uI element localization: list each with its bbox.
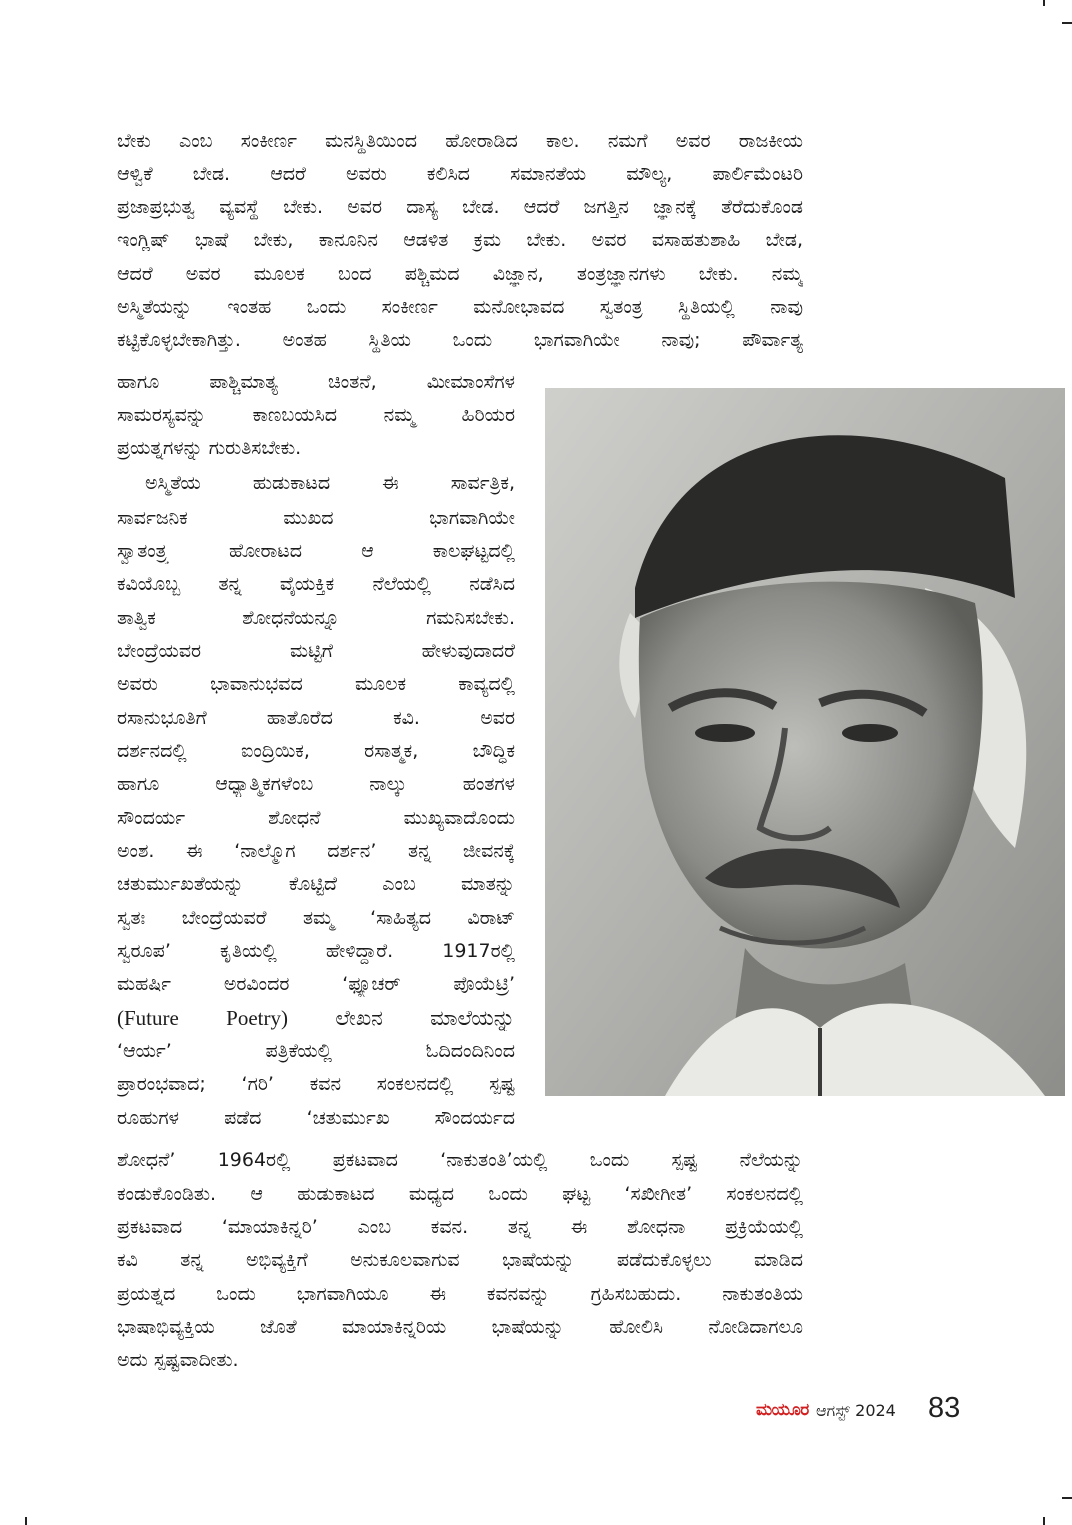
body-line: (Future Poetry) ಲೇಖನ ಮಾಲೆಯನ್ನು: [117, 1006, 515, 1030]
portrait-illustration: [545, 388, 1065, 1096]
body-line: ಹಾಗೂ ಪಾಶ್ಚಿಮಾತ್ಯ ಚಿಂತನೆ, ಮೀಮಾಂಸೆಗಳ: [117, 371, 515, 393]
body-line: ಸ್ವರೂಪ’ ಕೃತಿಯಲ್ಲಿ ಹೇಳಿದ್ದಾರೆ. 1917ರಲ್ಲಿ: [117, 940, 515, 962]
crop-mark: [1062, 1497, 1072, 1499]
body-line: ಶೋಧನೆ’ 1964ರಲ್ಲಿ ಪ್ರಕಟವಾದ ‘ನಾಕುತಂತಿ’ಯಲ್ಲಿ ಒಂದು ಸ್ಪಷ್ಟ ನೆಲೆಯನ್ನು: [117, 1149, 803, 1171]
body-line: ಮಹರ್ಷಿ ಅರವಿಂದರ ‘ಫ್ಯೂಚರ್ ಪೊಯೆಟ್ರಿ’: [117, 973, 515, 995]
body-line: ಪ್ರಾರಂಭವಾದ; ‘ಗರಿ’ ಕವನ ಸಂಕಲನದಲ್ಲಿ ಸ್ಪಷ್ಟ: [117, 1073, 515, 1095]
body-line: ಅಸ್ಮಿತೆಯನ್ನು ಇಂತಹ ಒಂದು ಸಂಕೀರ್ಣ ಮನೋಭಾವದ ಸ್ವತಂತ್ರ ಸ್ಥಿತಿಯಲ್ಲಿ ನಾವು: [117, 296, 803, 318]
body-line: ಸಾಮರಸ್ಯವನ್ನು ಕಾಣಬಯಸಿದ ನಮ್ಮ ಹಿರಿಯರ: [117, 404, 515, 426]
body-line: ಹಾಗೂ ಆಧ್ಯಾತ್ಮಿಕಗಳೆಂಬ ನಾಲ್ಕು ಹಂತಗಳ: [117, 773, 515, 795]
body-line: ತಾತ್ವಿಕ ಶೋಧನೆಯನ್ನೂ ಗಮನಿಸಬೇಕು.: [117, 607, 515, 629]
body-line: ಕವಿಯೊಬ್ಬ ತನ್ನ ವೈಯಕ್ತಿಕ ನೆಲೆಯಲ್ಲಿ ನಡೆಸಿದ: [117, 573, 515, 595]
body-line: ಭಾಷಾಭಿವ್ಯಕ್ತಿಯ ಜೊತೆ ಮಾಯಾಕಿನ್ನರಿಯ ಭಾಷೆಯನ್ನು ಹೋಲಿಸಿ ನೋಡಿದಾಗಲೂ: [117, 1316, 803, 1338]
body-line: ಪ್ರಕಟವಾದ ‘ಮಾಯಾಕಿನ್ನರಿ’ ಎಂಬ ಕವನ. ತನ್ನ ಈ ಶೋಧನಾ ಪ್ರಕ್ರಿಯೆಯಲ್ಲಿ: [117, 1216, 803, 1238]
body-line: ಸಾರ್ವಜನಿಕ ಮುಖದ ಭಾಗವಾಗಿಯೇ: [117, 507, 515, 529]
crop-mark: [1062, 22, 1072, 24]
body-line: ಚತುರ್ಮುಖತೆಯನ್ನು ಕೊಟ್ಟಿದೆ ಎಂಬ ಮಾತನ್ನು: [117, 873, 515, 895]
body-line: ಪ್ರಯತ್ನದ ಒಂದು ಭಾಗವಾಗಿಯೂ ಈ ಕವನವನ್ನು ಗ್ರಹಿಸಬಹುದು. ನಾಕುತಂತಿಯ: [117, 1283, 803, 1305]
body-line: ಸ್ವಾತಂತ್ರ್ಯ ಹೋರಾಟದ ಆ ಕಾಲಘಟ್ಟದಲ್ಲಿ: [117, 540, 515, 562]
crop-mark: [1043, 0, 1045, 6]
body-line: ಬೇಂದ್ರೆಯವರ ಮಟ್ಟಿಗೆ ಹೇಳುವುದಾದರೆ: [117, 640, 515, 662]
magazine-logo: ಮಯೂರ: [756, 1400, 809, 1420]
body-line: ಅಂಶ. ಈ ‘ನಾಲ್ಮೊಗ ದರ್ಶನ’ ತನ್ನ ಜೀವನಕ್ಕೆ: [117, 840, 515, 862]
body-line: ಬೇಕು ಎಂಬ ಸಂಕೀರ್ಣ ಮನಸ್ಥಿತಿಯಿಂದ ಹೋರಾಡಿದ ಕಾಲ. ನಮಗೆ ಅವರ ರಾಜಕೀಯ: [117, 130, 803, 152]
body-line: ಸೌಂದರ್ಯ ಶೋಧನೆ ಮುಖ್ಯವಾದೊಂದು: [117, 807, 515, 829]
body-line: ಕಟ್ಟಿಕೊಳ್ಳಬೇಕಾಗಿತ್ತು. ಅಂತಹ ಸ್ಥಿತಿಯ ಒಂದು ಭಾಗವಾಗಿಯೇ ನಾವು; ಪೌರ್ವಾತ್ಯ: [117, 329, 803, 351]
body-line: ಅವರು ಭಾವಾನುಭವದ ಮೂಲಕ ಕಾವ್ಯದಲ್ಲಿ: [117, 673, 515, 695]
body-line: ದರ್ಶನದಲ್ಲಿ ಐಂದ್ರಿಯಿಕ, ರಸಾತ್ಮಕ, ಬೌದ್ಧಿಕ: [117, 740, 515, 762]
crop-mark: [1043, 1517, 1045, 1525]
body-line: ಕವಿ ತನ್ನ ಅಭಿವ್ಯಕ್ತಿಗೆ ಅನುಕೂಲವಾಗುವ ಭಾಷೆಯನ್ನು ಪಡೆದುಕೊಳ್ಳಲು ಮಾಡಿದ: [117, 1249, 803, 1271]
body-line: ‘ಆರ್ಯ’ ಪತ್ರಿಕೆಯಲ್ಲಿ ಓದಿದಂದಿನಿಂದ: [117, 1040, 515, 1062]
body-line: ಕಂಡುಕೊಂಡಿತು. ಆ ಹುಡುಕಾಟದ ಮಧ್ಯದ ಒಂದು ಘಟ್ಟ ‘ಸಖೀಗೀತ’ ಸಂಕಲನದಲ್ಲಿ: [117, 1183, 803, 1205]
body-line: ಪ್ರಯತ್ನಗಳನ್ನು ಗುರುತಿಸಬೇಕು.: [117, 437, 302, 459]
body-line: ರಸಾನುಭೂತಿಗೆ ಹಾತೊರೆದ ಕವಿ. ಅವರ: [117, 707, 515, 729]
body-line: ಸ್ವತಃ ಬೇಂದ್ರೆಯವರೆ ತಮ್ಮ ‘ಸಾಹಿತ್ಯದ ವಿರಾಟ್: [117, 907, 515, 929]
crop-mark: [25, 1517, 27, 1525]
body-line: ಆಳ್ವಿಕೆ ಬೇಡ. ಆದರೆ ಅವರು ಕಲಿಸಿದ ಸಮಾನತೆಯ ಮೌಲ್ಯ, ಪಾರ್ಲಿಮೆಂಟರಿ: [117, 163, 803, 185]
body-line: ಅದು ಸ್ಪಷ್ಟವಾದೀತು.: [117, 1349, 239, 1371]
body-line: ಇಂಗ್ಲಿಷ್ ಭಾಷೆ ಬೇಕು, ಕಾನೂನಿನ ಆಡಳಿತ ಕ್ರಮ ಬೇಕು. ಅವರ ವಸಾಹತುಶಾಹಿ ಬೇಡ,: [117, 229, 803, 251]
paragraph-start-line: ಅಸ್ಮಿತೆಯ ಹುಡುಕಾಟದ ಈ ಸಾರ್ವತ್ರಿಕ,: [145, 472, 515, 494]
body-line: ರೂಹುಗಳ ಪಡೆದ ‘ಚತುರ್ಮುಖ ಸೌಂದರ್ಯದ: [117, 1107, 515, 1129]
body-line: ಆದರೆ ಅವರ ಮೂಲಕ ಬಂದ ಪಶ್ಚಿಮದ ವಿಜ್ಞಾನ, ತಂತ್ರಜ್ಞಾನಗಳು ಬೇಕು. ನಮ್ಮ: [117, 263, 803, 285]
portrait-photo: [545, 388, 1065, 1096]
body-line: ಪ್ರಜಾಪ್ರಭುತ್ವ ವ್ಯವಸ್ಥೆ ಬೇಕು. ಅವರ ದಾಸ್ಯ ಬೇಡ. ಆದರೆ ಜಗತ್ತಿನ ಜ್ಞಾನಕ್ಕೆ ತೆರೆದುಕೊಂಡ: [117, 196, 803, 218]
page-number: 83: [928, 1392, 961, 1424]
issue-date: ಆಗಸ್ಟ್ 2024: [816, 1401, 896, 1420]
